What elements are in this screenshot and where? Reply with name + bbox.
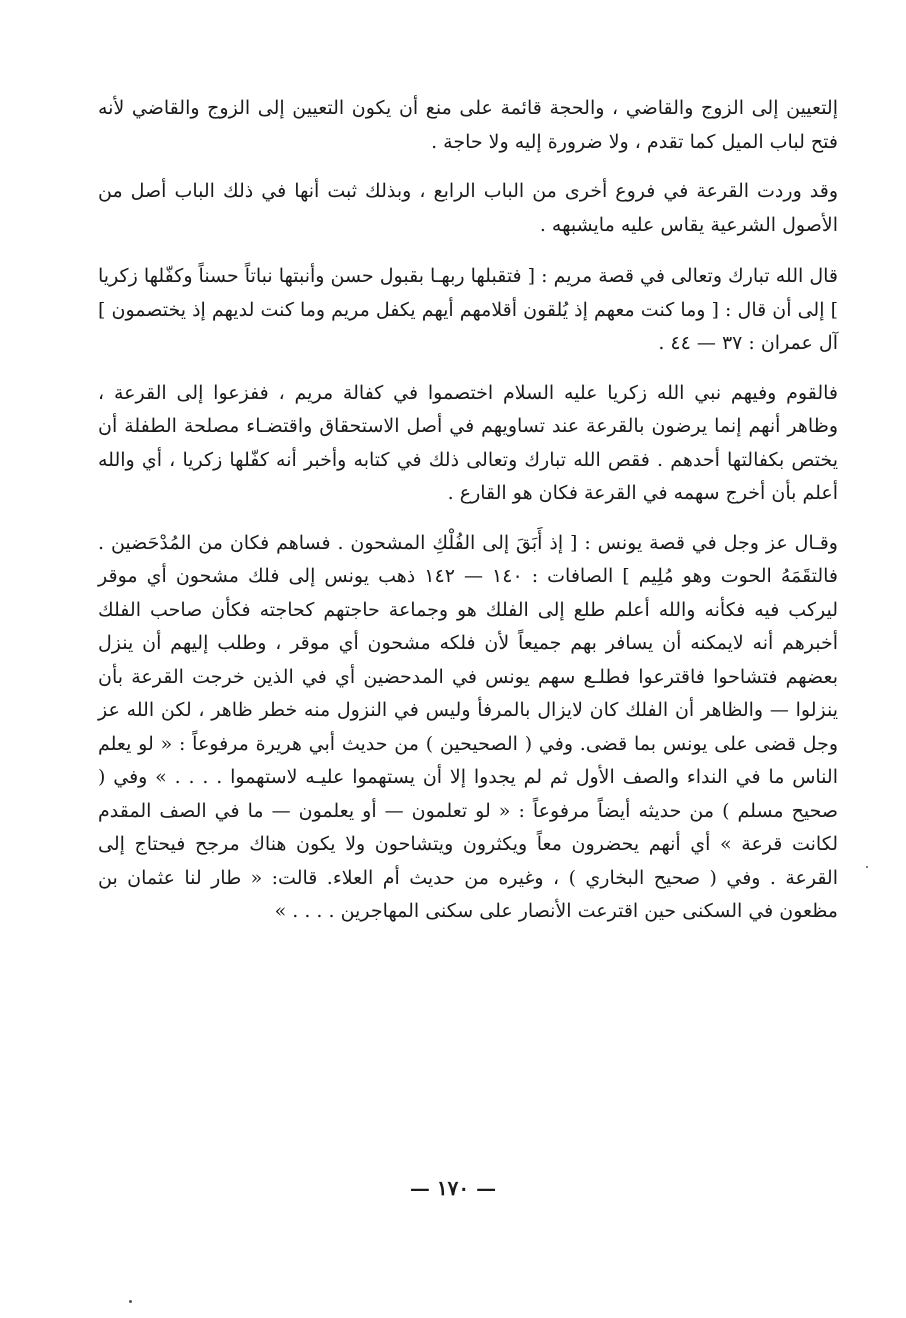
paragraph-3: قال الله تبارك وتعالى في قصة مريم : [ فتقبلها ربهـا بقبول حسن وأنبتها نباتاً حسناً وكفّلها زكريا ] إلى أن قال : [ وما كنت معهم إذ يُلقون أقلامهم أيهم يكفل مريم وما كنت لديهم إذ يختصمون ] آل عمران : ٣٧ — ٤٤ . bbox=[98, 265, 838, 354]
paragraph-5: وقـال عز وجل في قصة يونس : [ إذ أَبَقَ إلى الفُلْكِ المشحون . فساهم فكان من المُدْحَضين . فالتقَمَهُ الحوت وهو مُلِيم ] الصافات : ١٤٠ — ١٤٢ ذهب يونس إلى فلك مشحون أي موقر ليركب فيه فكأنه والله أعلم طلع إلى الفلك هو وجماعة حاجتهم كحاجته فكأن صاحب الفلك أخبرهم أنه لايمكنه أن يسافر بهم جميعاً لأن فلكه مشحون أي موقر ، وطلب إليهم أن ينزل بعضهم فتشاحوا فاقترعوا فطلـع سهم يونس في المدحضين أي في الذين خرجت القرعة بأن ينزلوا — والظاهر أن الفلك كان لايزال بالمرفأ وليس في النزول منه خطر ظاهر ، لكن الله عز وجل قضى على يونس بما قضى. وفي ( الصحيحين ) من حديث أبي هريرة مرفوعاً : « لو يعلم الناس ما في النداء والصف الأول ثم لم يجدوا إلا أن يستهموا عليـه لاستهموا . . . . » وفي ( صحيح مسلم ) من حديثه أيضاً مرفوعاً : « لو تعلمون — أو يعلمون — ما في الصف المقدم لكانت قرعة » أي أنهم يحضرون معاً ويكثرون ويتشاحون ولا يكون هناك مرجح فيحتاج إلى القرعة . وفي ( صحيح البخاري ) ، وغيره من حديث أم العلاء. قالت: « طار لنا عثمان بن مظعون في السكنى حين اقترعت الأنصار على سكنى المهاجرين . . . . » bbox=[98, 531, 839, 922]
paragraph-1: إلتعيين إلى الزوج والقاضي ، والحجة قائمة على منع أن يكون التعيين إلى الزوج والقاضي لأنه فتح لباب الميل كما تقدم ، ولا ضرورة إليه ولا حاجة . bbox=[98, 97, 838, 153]
paragraph-2: وقد وردت القرعة في فروع أخرى من الباب الرابع ، وبذلك ثبت أنها في ذلك الباب أصل من الأصول الشرعية يقاس عليه مايشبهه . bbox=[98, 180, 838, 236]
scan-speck bbox=[866, 866, 868, 868]
scan-speck bbox=[129, 1300, 132, 1303]
page-body bbox=[98, 92, 838, 947]
paragraph-4: فالقوم وفيهم نبي الله زكريا عليه السلام اختصموا في كفالة مريم ، ففزعوا إلى القرعة ، وظاهر أنهم إنما يرضون بالقرعة عند تساويهم في أصل الاستحقاق واقتضـاء مصلحة الطفلة أن يختص بكفالتها أحدهم . فقص الله تبارك وتعالى ذلك في كتابه وأخبر أنه كفّلها زكريا ، أي والله أعلم بأن أخرج سهمه في القرعة فكان هو القارع . bbox=[98, 381, 838, 504]
page-number: — ١٧٠ — bbox=[409, 1176, 497, 1200]
